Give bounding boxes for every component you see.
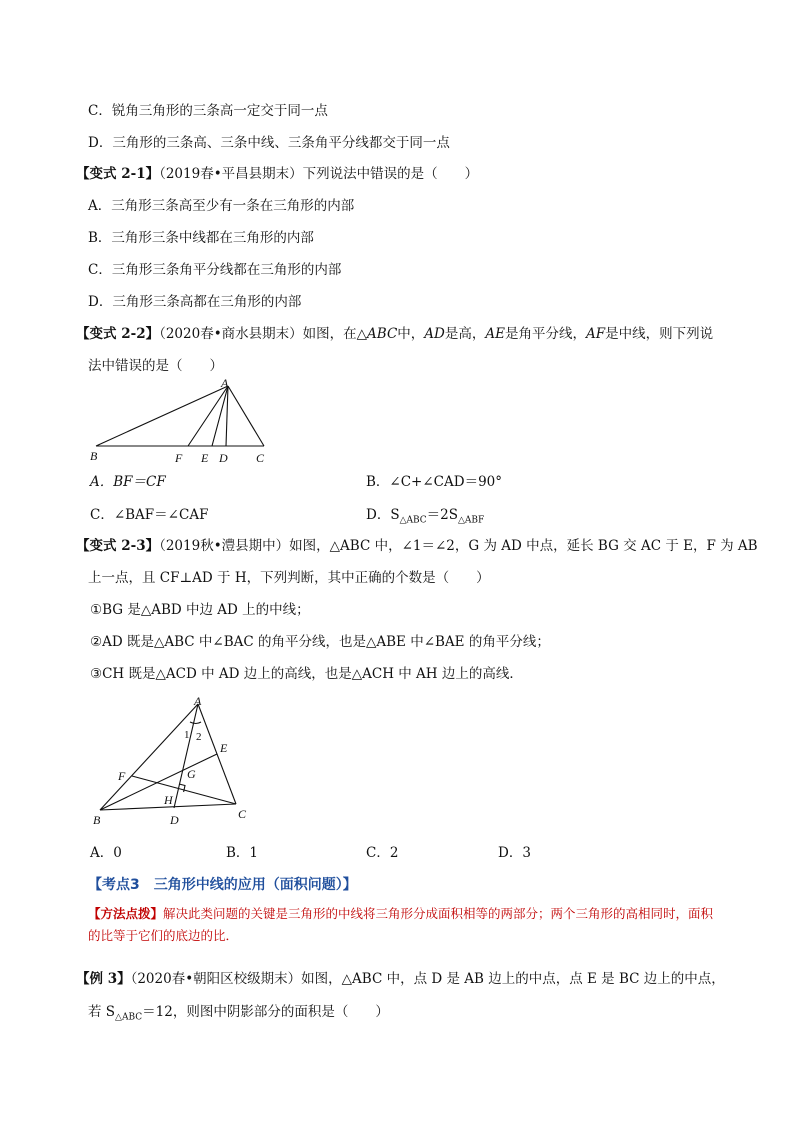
stem-text: （2019秋•澧县期中）如图，△ABC 中，∠1＝∠2，G 为 AD 中点，延长 BG 交 AC 于 E，F 为 AB bbox=[159, 538, 758, 554]
variant-tag: 【变式 2-2】 bbox=[76, 326, 160, 342]
figure-triangle-abc-1 bbox=[84, 376, 284, 466]
variant-2-3-option-b: B．1 bbox=[226, 845, 259, 861]
variant-2-1-option-d: D．三角形三条高都在三角形的内部 bbox=[88, 294, 302, 310]
stem-text: 中， bbox=[397, 326, 425, 342]
label-b: B bbox=[90, 449, 98, 463]
segment-ab bbox=[100, 704, 198, 810]
option-text: D．S bbox=[366, 507, 400, 523]
figure-triangle-abc-2 bbox=[86, 692, 266, 832]
variant-2-1-option-c: C．三角形三条角平分线都在三角形的内部 bbox=[88, 262, 342, 278]
q1-option-c: C．锐角三角形的三条高一定交于同一点 bbox=[88, 103, 328, 119]
variant-2-3-stem bbox=[76, 536, 758, 556]
example-3-stem-line2 bbox=[88, 1002, 389, 1028]
q1-option-d: D．三角形的三条高、三条中线、三条角平分线都交于同一点 bbox=[88, 135, 450, 151]
variant-2-2-option-b: B．∠C+∠CAD＝90° bbox=[366, 474, 503, 490]
variant-2-3-option-d: D．3 bbox=[498, 845, 531, 861]
angle-arc bbox=[190, 722, 201, 724]
label-b: B bbox=[93, 813, 101, 827]
example-tag: 【例 3】 bbox=[76, 971, 131, 987]
variant-2-2-stem-line2: 法中错误的是（ ） bbox=[88, 358, 223, 374]
variant-2-2-option-c: C．∠BAF＝∠CAF bbox=[90, 507, 209, 523]
label-d: D bbox=[219, 451, 228, 465]
variant-2-3-option-a: A．0 bbox=[90, 845, 122, 861]
variant-2-2-option-a: A．BF＝CF bbox=[90, 474, 166, 490]
label-angle-2: 2 bbox=[196, 731, 202, 743]
label-c: C bbox=[256, 451, 265, 465]
section-title: 【考点3 三角形中线的应用（面积问题）】 bbox=[88, 877, 357, 893]
variant-tag: 【变式 2-3】 bbox=[76, 538, 160, 554]
label-angle-1: 1 bbox=[184, 729, 190, 741]
stem-var: AE bbox=[485, 326, 505, 342]
label-g: G bbox=[187, 767, 196, 781]
label-a: A bbox=[221, 376, 229, 390]
stem-var: ABC bbox=[367, 326, 398, 342]
label-f: F bbox=[175, 451, 183, 465]
variant-2-2-stem bbox=[76, 324, 713, 344]
label-h: H bbox=[164, 793, 173, 807]
option-text: ＝2S bbox=[426, 507, 459, 523]
variant-2-1-text: （2019春•平昌县期末）下列说法中错误的是（ ） bbox=[159, 166, 479, 182]
label-e: E bbox=[220, 741, 228, 755]
label-f: F bbox=[118, 769, 126, 783]
statement-3: ③CH 既是△ACD 中 AD 边上的高线，也是△ACH 中 AH 边上的高线． bbox=[90, 666, 523, 682]
variant-2-2-option-d bbox=[366, 505, 484, 531]
method-tip-tag: 【方法点拨】 bbox=[88, 906, 164, 921]
variant-tag: 【变式 2-1】 bbox=[76, 166, 160, 182]
segment-ad bbox=[226, 386, 228, 446]
statement-2: ②AD 既是△ABC 中∠BAC 的角平分线，也是△ABE 中∠BAE 的角平分线； bbox=[90, 634, 550, 650]
stem-sub: △ABC bbox=[115, 1012, 143, 1023]
option-sub: △ABF bbox=[458, 515, 485, 526]
stem-text: （2020春•朝阳区校级期末）如图，△ABC 中，点 D 是 AB 边上的中点，点 E 是 BC 边上的中点， bbox=[130, 971, 725, 987]
method-tip-text: 解决此类问题的关键是三角形的中线将三角形分成面积相等的两部分；两个三角形的高相同时，面积的比等于它们的底边的比． bbox=[88, 906, 714, 943]
label-d: D bbox=[170, 813, 179, 827]
variant-2-1-option-a: A．三角形三条高至少有一条在三角形的内部 bbox=[88, 198, 355, 214]
variant-2-3-option-c: C．2 bbox=[366, 845, 399, 861]
segment-ac bbox=[228, 386, 264, 446]
label-e: E bbox=[201, 451, 209, 465]
stem-text: （2020春•商水县期末）如图，在△ bbox=[159, 326, 368, 342]
option-sub: △ABC bbox=[399, 515, 427, 526]
method-tip bbox=[88, 903, 718, 947]
stem-text: 是中线，则下列说 bbox=[605, 326, 714, 342]
stem-var: AD bbox=[424, 326, 445, 342]
stem-text: ＝12，则图中阴影部分的面积是（ ） bbox=[142, 1004, 389, 1020]
variant-2-3-stem-line2: 上一点，且 CF⊥AD 于 H，下列判断，其中正确的个数是（ ） bbox=[88, 570, 490, 586]
label-c: C bbox=[238, 807, 247, 821]
example-3-stem bbox=[76, 969, 725, 989]
variant-2-1-option-b: B．三角形三条中线都在三角形的内部 bbox=[88, 230, 314, 246]
right-angle-mark bbox=[179, 784, 185, 792]
label-a: A bbox=[194, 694, 202, 708]
stem-text: 是高， bbox=[444, 326, 486, 342]
stem-var: AF bbox=[585, 326, 606, 342]
stem-text: 若 S bbox=[88, 1004, 116, 1020]
segment-ae bbox=[212, 386, 228, 446]
statement-1: ①BG 是△ABD 中边 AD 上的中线； bbox=[90, 602, 310, 618]
variant-2-1-stem bbox=[76, 164, 478, 184]
stem-text: 是角平分线， bbox=[504, 326, 586, 342]
